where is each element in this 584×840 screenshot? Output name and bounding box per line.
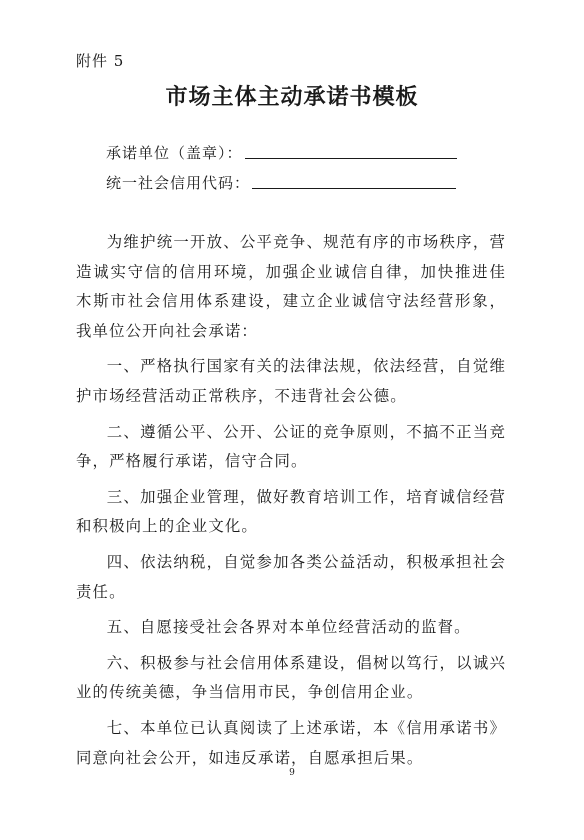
commitment-item: 二、遵循公平、公开、公证的竞争原则，不搞不正当竞争，严格履行承诺，信守合同。 xyxy=(76,422,506,471)
intro-paragraph: 为维护统一开放、公平竞争、规范有序的市场秩序，营造诚实守信的信用环境，加强企业诚信自律，加快推进佳木斯市社会信用体系建设，建立企业诚信守法经营形象，我单位公开向社会承诺： xyxy=(76,233,506,340)
commitment-item: 一、严格执行国家有关的法律法规，依法经营，自觉维护市场经营活动正常秩序，不违背社会公德。 xyxy=(76,357,506,405)
commitment-item: 五、自愿接受社会各界对本单位经营活动的监督。 xyxy=(106,618,471,637)
signature-line xyxy=(245,157,457,159)
commitment-item: 四、依法纳税，自觉参加各类公益活动，积极承担社会责任。 xyxy=(76,552,506,601)
document-title: 市场主体主动承诺书模板 xyxy=(165,84,419,110)
page-number: 9 xyxy=(289,768,295,778)
field-label: 承诺单位（盖章）： xyxy=(106,144,243,162)
field-committing-unit xyxy=(106,142,457,163)
commitment-item: 三、加强企业管理，做好教育培训工作，培育诚信经营和积极向上的企业文化。 xyxy=(76,487,506,536)
field-credit-code xyxy=(106,172,456,193)
commitment-body xyxy=(76,228,506,773)
field-label: 统一社会信用代码： xyxy=(106,174,251,192)
attachment-label: 附件 5 xyxy=(76,52,125,70)
commitment-item: 六、积极参与社会信用体系建设，倡树以笃行，以诚兴业的传统美德，争当信用市民，争创信用企业。 xyxy=(76,653,506,702)
code-line xyxy=(252,187,456,189)
commitment-item: 七、本单位已认真阅读了上述承诺，本《信用承诺书》同意向社会公开，如违反承诺，自愿承担后果。 xyxy=(76,718,506,767)
